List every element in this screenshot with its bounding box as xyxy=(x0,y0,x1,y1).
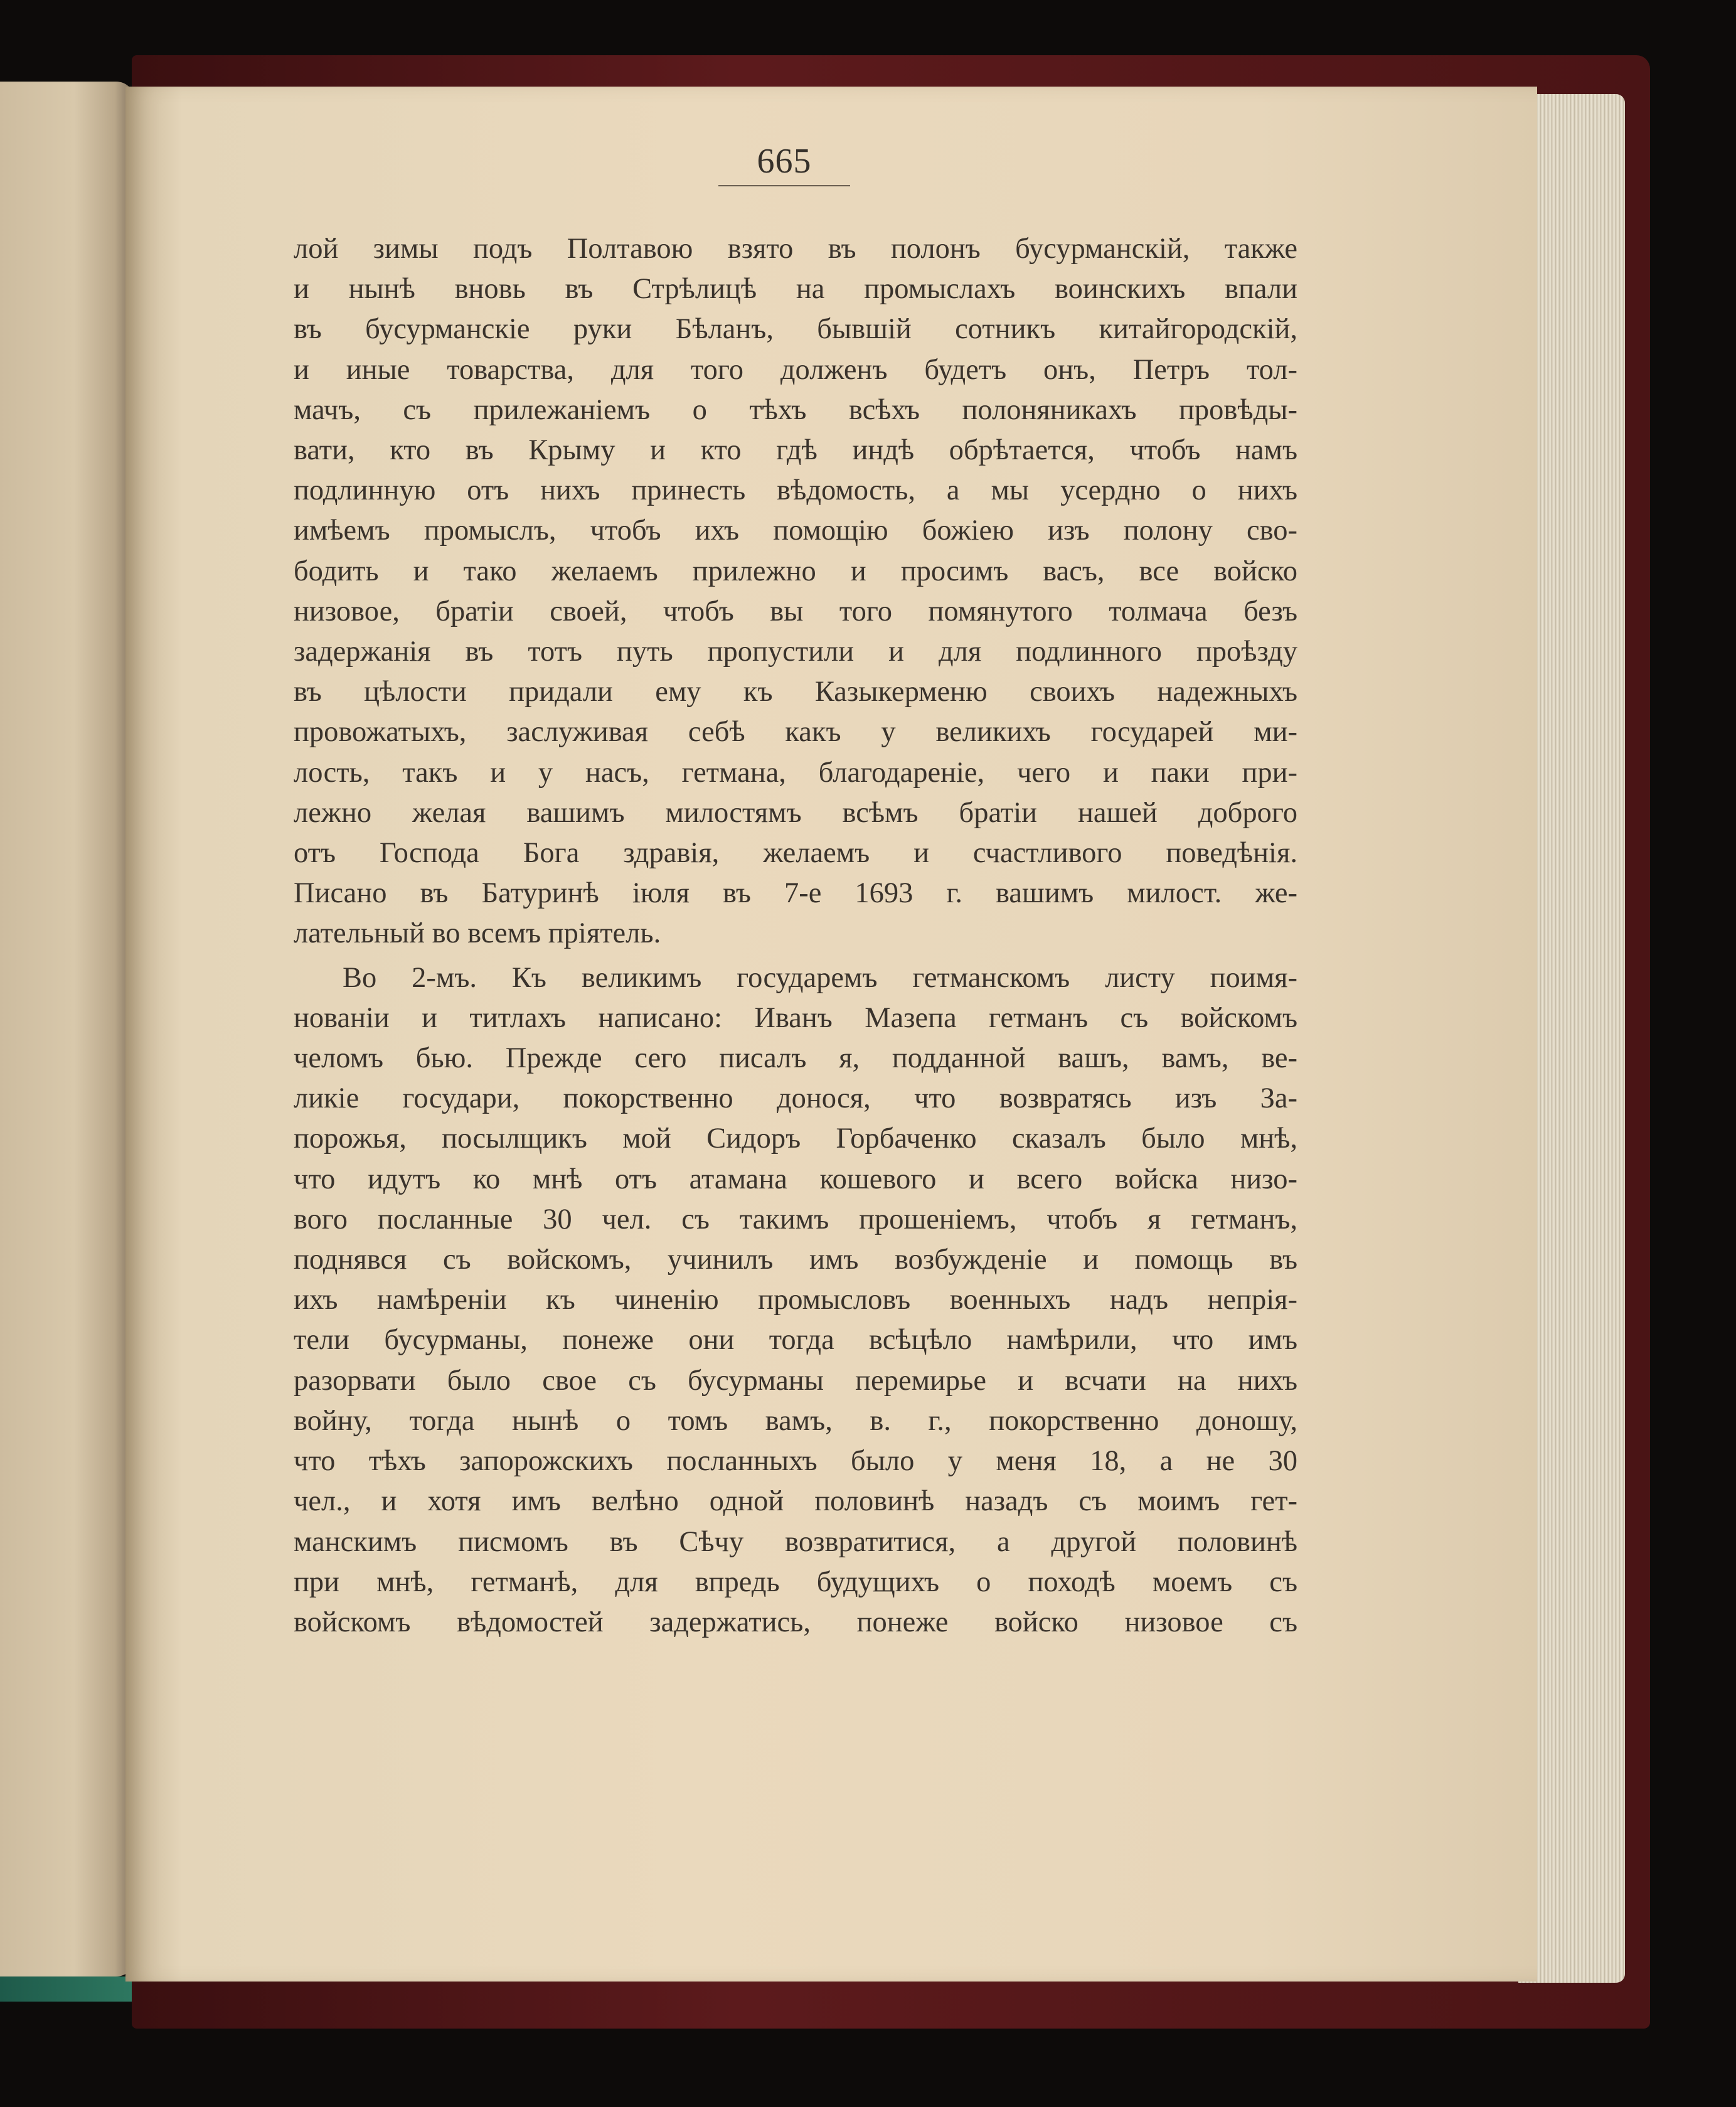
text-line: вого посланные 30 чел. съ такимъ прошеніемъ, чтобъ я гетманъ, xyxy=(294,1203,1297,1235)
text-line: задержанія въ тотъ путь пропустили и для подлинного проѣзду xyxy=(294,636,1297,668)
text-line: и нынѣ вновь въ Стрѣлицѣ на промыслахъ воинскихъ впали xyxy=(294,273,1297,306)
text-line: тели бусурманы, понеже они тогда всѣцѣло намѣрили, что имъ xyxy=(294,1324,1297,1357)
text-line: имѣемъ промыслъ, чтобъ ихъ помощію божіею изъ полону сво- xyxy=(294,515,1297,547)
left-facing-page xyxy=(0,82,135,1976)
text-line: порожья, посылщикъ мой Сидоръ Горбаченко сказалъ было мнѣ, xyxy=(294,1123,1297,1155)
text-line: войну, тогда нынѣ о томъ вамъ, в. г., покорственно доношу, xyxy=(294,1404,1297,1437)
text-line: лость, такъ и у насъ, гетмана, благодареніе, чего и паки при- xyxy=(294,756,1297,789)
text-line: нованіи и титлахъ написано: Иванъ Мазепа гетманъ съ войскомъ xyxy=(294,1001,1297,1034)
text-line: Во 2-мъ. Къ великимъ государемъ гетманскомъ листу поимя- xyxy=(343,961,1297,994)
text-line: провожатыхъ, заслуживая себѣ какъ у великихъ государей ми- xyxy=(294,716,1297,749)
page-number: 665 xyxy=(757,142,812,181)
page-text xyxy=(294,229,1297,1643)
text-line: мачъ, съ прилежаніемъ о тѣхъ всѣхъ полоняникахъ провѣды- xyxy=(294,393,1297,426)
paragraph-1 xyxy=(294,229,1297,954)
text-line: что идутъ ко мнѣ отъ атамана кошевого и всего войска низо- xyxy=(294,1163,1297,1195)
text-line: поднявся съ войскомъ, учинилъ имъ возбужденіе и помощь въ xyxy=(294,1244,1297,1276)
text-line: вати, кто въ Крыму и кто гдѣ индѣ обрѣтается, чтобъ намъ xyxy=(294,434,1297,467)
text-line: лательный во всемъ пріятель. xyxy=(294,917,661,950)
text-line: въ бусурманскіе руки Бѣланъ, бывшій сотникъ китайгородскій, xyxy=(294,313,1297,346)
text-line: ихъ намѣреніи къ чиненію промысловъ военныхъ надъ непрія- xyxy=(294,1284,1297,1316)
text-line: чел., и хотя имъ велѣно одной половинѣ назадъ съ моимъ гет- xyxy=(294,1485,1297,1518)
text-line: бодить и тако желаемъ прилежно и просимъ васъ, все войско xyxy=(294,555,1297,587)
text-line: въ цѣлости придали ему къ Казыкерменю своихъ надежныхъ xyxy=(294,676,1297,708)
text-line: отъ Господа Бога здравія, желаемъ и счастливого поведѣнія. xyxy=(294,837,1297,870)
left-cover-edge xyxy=(0,1976,144,2002)
text-line: челомъ бью. Прежде сего писалъ я, подданной вашъ, вамъ, ве- xyxy=(294,1042,1297,1075)
text-line: Писано въ Батуринѣ іюля въ 7-е 1693 г. вашимъ милост. же- xyxy=(294,877,1297,910)
text-line: подлинную отъ нихъ принесть вѣдомость, а мы усердно о нихъ xyxy=(294,474,1297,507)
paragraph-2 xyxy=(294,958,1297,1643)
page-number-rule xyxy=(718,185,850,186)
text-line: и иные товарства, для того долженъ будетъ онъ, Петръ тол- xyxy=(294,353,1297,386)
text-line: войскомъ вѣдомостей задержатись, понеже войско низовое съ xyxy=(294,1606,1297,1638)
text-line: низовое, братіи своей, чтобъ вы того помянутого толмача безъ xyxy=(294,595,1297,627)
text-line: манскимъ писмомъ въ Сѣчу возвратитися, а другой половинѣ xyxy=(294,1525,1297,1558)
text-line: что тѣхъ запорожскихъ посланныхъ было у меня 18, а не 30 xyxy=(294,1445,1297,1478)
text-line: ликіе государи, покорственно донося, что возвратясь изъ За- xyxy=(294,1082,1297,1115)
text-line: лежно желая вашимъ милостямъ всѣмъ братіи нашей доброго xyxy=(294,796,1297,829)
text-line: лой зимы подъ Полтавою взято въ полонъ бусурманскій, также xyxy=(294,233,1297,265)
text-line: разорвати было свое съ бусурманы перемирье и всчати на нихъ xyxy=(294,1364,1297,1397)
text-line: при мнѣ, гетманѣ, для впредь будущихъ о походѣ моемъ съ xyxy=(294,1566,1297,1598)
